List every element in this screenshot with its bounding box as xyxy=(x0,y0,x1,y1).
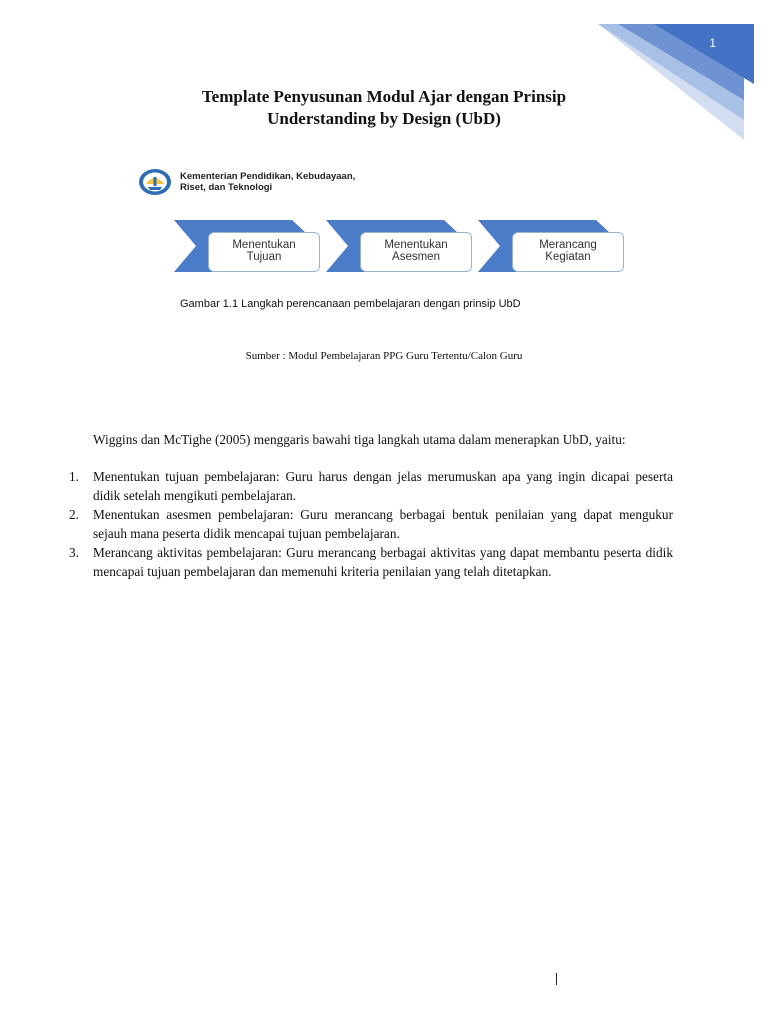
step-label-line-1: Menentukan xyxy=(232,239,296,251)
list-marker: 3. xyxy=(69,545,79,560)
list-marker: 1. xyxy=(69,469,79,484)
ministry-name-line-1: Kementerian Pendidikan, Kebudayaan, xyxy=(180,171,356,182)
list-item-text: Merancang aktivitas pembelajaran: Guru merancang berbagai aktivitas yang dapat membantu peserta didik mencapai tujuan pembelajaran dan memenuhi kriteria penilaian yang telah ditetapkan. xyxy=(93,545,673,579)
ministry-name-line-2: Riset, dan Teknologi xyxy=(180,182,273,193)
list-item xyxy=(69,467,673,505)
document-title-line-1: Template Penyusunan Modul Ajar dengan Prinsip xyxy=(201,87,567,106)
step-label-line-1: Merancang xyxy=(539,239,597,251)
step-label-line-2: Tujuan xyxy=(246,251,282,263)
ministry-name xyxy=(180,171,355,193)
list-item-text: Menentukan asesmen pembelajaran: Guru merancang berbagai bentuk penilaian yang dapat mengukur sejauh mana peserta didik mencapai tujuan pembelajaran. xyxy=(93,507,673,541)
document-title xyxy=(0,86,768,130)
step-label-box xyxy=(360,232,472,272)
step-determine-objectives xyxy=(174,220,326,280)
ministry-header xyxy=(138,168,355,196)
body-text xyxy=(69,430,673,581)
step-determine-assessment xyxy=(326,220,478,280)
intro-paragraph: Wiggins dan McTighe (2005) menggaris bawahi tiga langkah utama dalam menerapkan UbD, yaitu: xyxy=(93,432,626,447)
document-title-line-2: Understanding by Design (UbD) xyxy=(267,109,501,128)
footer-mark xyxy=(556,973,557,985)
steps-list xyxy=(69,467,673,581)
figure-caption: Gambar 1.1 Langkah perencanaan pembelajaran dengan prinsip UbD xyxy=(180,298,521,310)
step-label-box xyxy=(512,232,624,272)
step-label-box xyxy=(208,232,320,272)
step-label-line-1: Menentukan xyxy=(384,239,448,251)
list-item xyxy=(69,543,673,581)
ubd-steps xyxy=(174,220,640,280)
step-design-activities xyxy=(478,220,630,280)
step-label-line-2: Asesmen xyxy=(392,251,440,263)
page-number: 1 xyxy=(709,36,716,50)
ubd-figure xyxy=(130,158,640,318)
list-marker: 2. xyxy=(69,507,79,522)
figure-source: Sumber : Modul Pembelajaran PPG Guru Tertentu/Calon Guru xyxy=(245,350,523,362)
list-item xyxy=(69,505,673,543)
step-label-line-2: Kegiatan xyxy=(545,251,591,263)
list-item-text: Menentukan tujuan pembelajaran: Guru harus dengan jelas merumuskan apa yang ingin dicapai peserta didik setelah mengikuti pembelajaran. xyxy=(93,469,673,503)
tut-wuri-handayani-logo-icon xyxy=(138,168,172,196)
